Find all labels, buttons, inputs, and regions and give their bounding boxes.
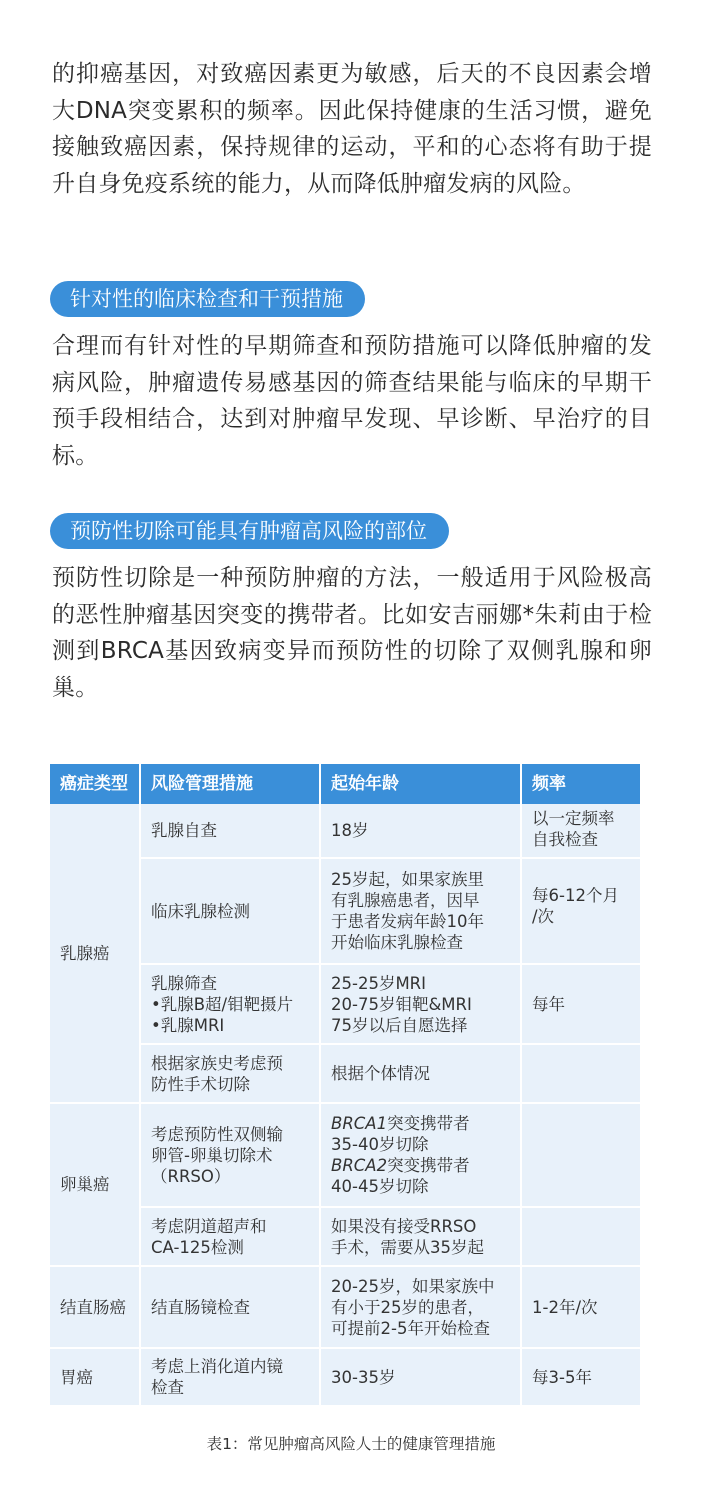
section-clinical-screening-body: 合理而有针对性的早期筛查和预防措施可以降低肿瘤的发病风险，肿瘤遗传易感基因的筛查结果能与临床的早期干预手段相结合，达到对肿瘤早发现、早诊断、早治疗的目标。: [52, 333, 652, 469]
cancer-type-cell: 结直肠癌: [50, 1266, 140, 1348]
frequency-cell: 1-2年/次: [521, 1266, 640, 1348]
measure-cell: 考虑预防性双侧输 卵管-卵巢切除术 （RRSO）: [140, 1103, 320, 1207]
section-prophylactic-surgery-body: 预防性切除是一种预防肿瘤的方法，一般适用于风险极高的恶性肿瘤基因突变的携带者。比如安吉丽娜*朱莉由于检测到BRCA基因致病变异而预防性的切除了双侧乳腺和卵巢。: [52, 565, 652, 701]
age-cell: 如果没有接受RRSO 手术，需要从35岁起: [320, 1207, 521, 1266]
header-risk-measure: 风险管理措施: [140, 764, 320, 804]
table-row: [50, 804, 640, 858]
measure-cell: 乳腺自查: [140, 804, 320, 858]
cancer-type-cell: 胃癌: [50, 1348, 140, 1406]
table-caption: 表1：常见肿瘤高风险人士的健康管理措施: [206, 1435, 496, 1453]
measure-cell: 考虑上消化道内镜 检查: [140, 1348, 320, 1406]
frequency-cell: 每6-12个月 /次: [521, 858, 640, 964]
age-cell: BRCA1突变携带者 35-40岁切除 BRCA2突变携带者 40-45岁切除: [320, 1103, 521, 1207]
risk-management-table: [50, 764, 640, 1407]
age-cell: 20-25岁，如果家族中 有小于25岁的患者， 可提前2-5年开始检查: [320, 1266, 521, 1348]
table-row: [50, 1266, 640, 1348]
section-heading-prophylactic-surgery: 预防性切除可能具有肿瘤高风险的部位: [50, 513, 449, 549]
table-row: [50, 1348, 640, 1406]
table-row: [50, 1103, 640, 1207]
header-start-age: 起始年龄: [320, 764, 521, 804]
table-header-row: [50, 764, 640, 804]
section-heading-clinical-screening: 针对性的临床检查和干预措施: [50, 281, 365, 317]
frequency-cell: 每3-5年: [521, 1348, 640, 1406]
frequency-cell: [521, 1207, 640, 1266]
age-cell: 30-35岁: [320, 1348, 521, 1406]
measure-cell: 结直肠镜检查: [140, 1266, 320, 1348]
intro-paragraph: 的抑癌基因，对致癌因素更为敏感，后天的不良因素会增大DNA突变累积的频率。因此保持健康的生活习惯，避免接触致癌因素，保持规律的运动，平和的心态将有助于提升自身免疫系统的能力，从而降低肿瘤发病的风险。: [52, 61, 652, 197]
header-cancer-type: 癌症类型: [50, 764, 140, 804]
age-cell: 18岁: [320, 804, 521, 858]
age-cell: 25岁起，如果家族里 有乳腺癌患者，因早 于患者发病年龄10年 开始临床乳腺检查: [320, 858, 521, 964]
cancer-type-cell: 乳腺癌: [50, 804, 140, 1103]
frequency-cell: 以一定频率 自我检查: [521, 804, 640, 858]
frequency-cell: [521, 1044, 640, 1103]
measure-cell: 考虑阴道超声和 CA-125检测: [140, 1207, 320, 1266]
header-frequency: 频率: [521, 764, 640, 804]
measure-cell: 乳腺筛查 •乳腺B超/钼靶摄片 •乳腺MRI: [140, 964, 320, 1044]
frequency-cell: 每年: [521, 964, 640, 1044]
frequency-cell: [521, 1103, 640, 1207]
age-cell: 25-25岁MRI 20-75岁钼靶&MRI 75岁以后自愿选择: [320, 964, 521, 1044]
age-cell: 根据个体情况: [320, 1044, 521, 1103]
measure-cell: 临床乳腺检测: [140, 858, 320, 964]
cancer-type-cell: 卵巢癌: [50, 1103, 140, 1266]
measure-cell: 根据家族史考虑预 防性手术切除: [140, 1044, 320, 1103]
